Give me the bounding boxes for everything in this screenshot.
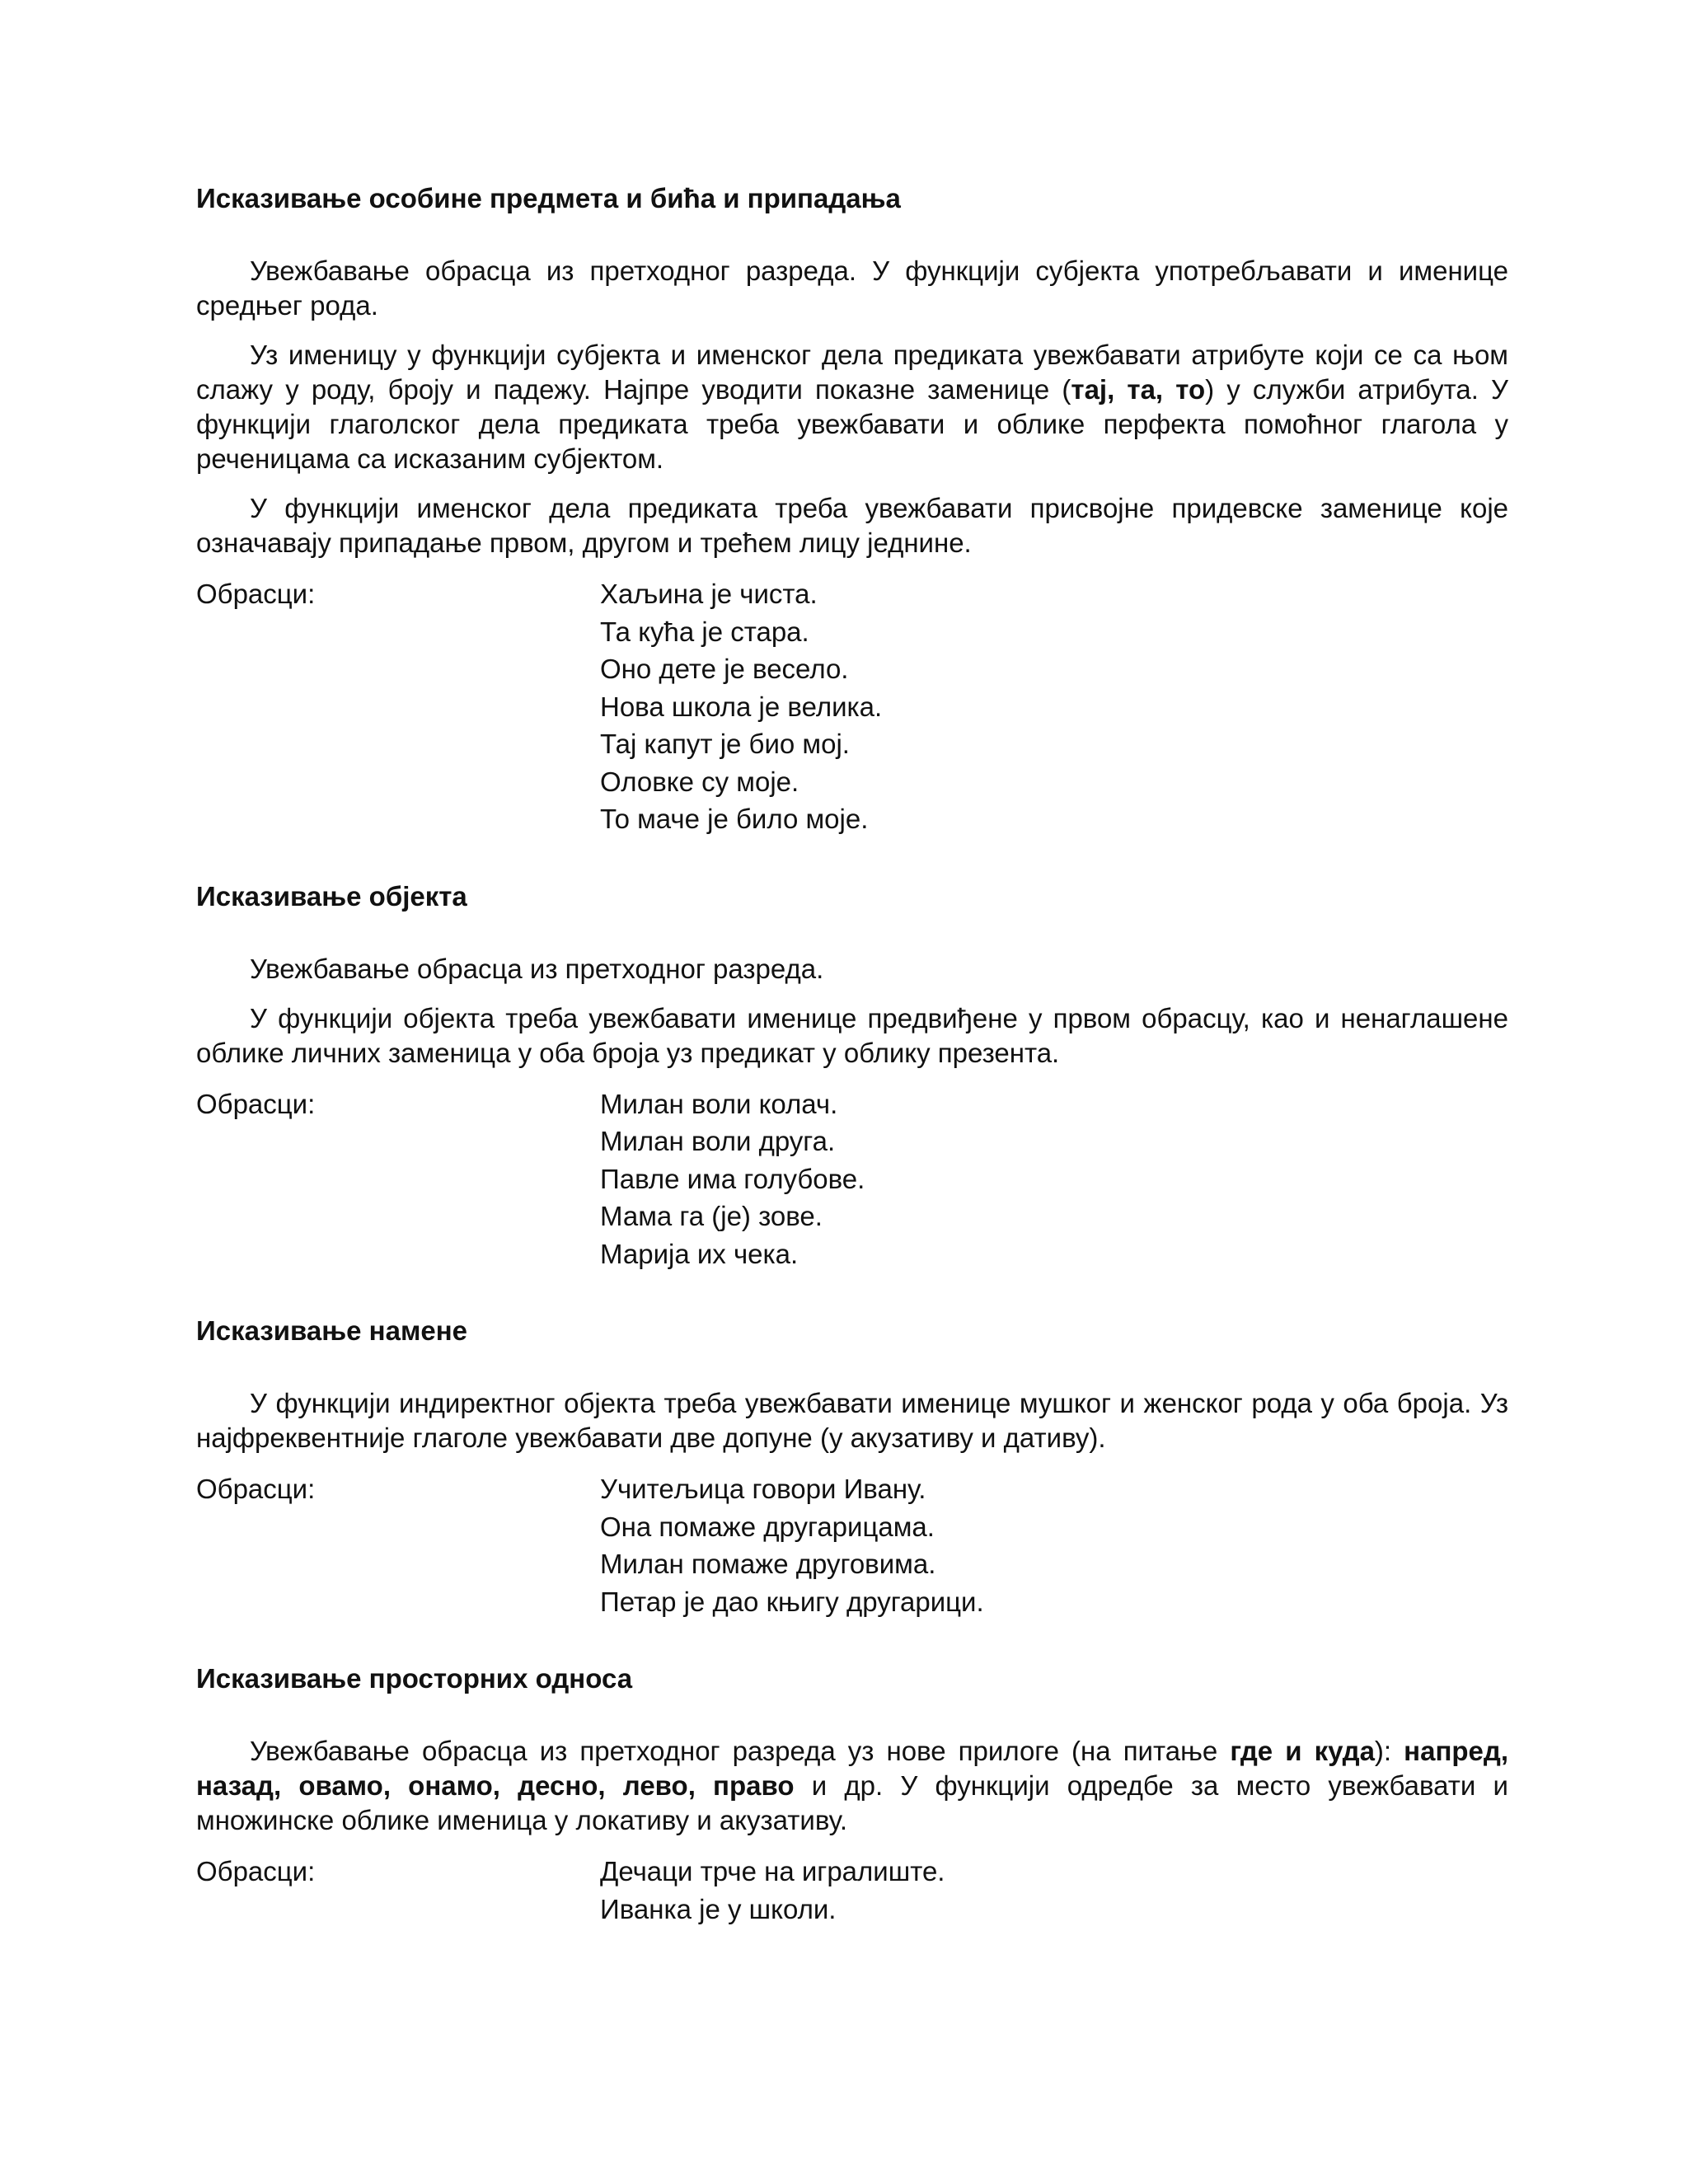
examples-label: Обрасци: (196, 1474, 316, 1504)
example-sentence: Мама га (је) зове. (600, 1201, 823, 1231)
body-paragraph (196, 1734, 1508, 1838)
body-paragraph (196, 952, 1508, 987)
section-heading: Исказивање намене (196, 1315, 468, 1346)
body-paragraph (196, 254, 1508, 323)
examples-list (600, 1470, 984, 1620)
example-sentence: Нова школа је велика. (600, 691, 883, 722)
text-run: ) у служби атрибута. У функцији глаголског дела предиката треба увежбавати и облике перфекта помоћног глагола у реченицама са исказаним субјектом. (196, 374, 1508, 474)
examples-label: Обрасци: (196, 1856, 316, 1886)
examples-label: Обрасци: (196, 1088, 316, 1119)
example-sentence: Дечаци трче на игралиште. (600, 1856, 945, 1886)
example-sentence: Та кућа је стара. (600, 616, 809, 647)
text-run: У функцији индиректног објекта треба увежбавати именице мушког и женског рода у оба броја. Уз најфреквентније глаголе увежбавати две допуне (у акузативу и дативу). (196, 1388, 1508, 1453)
examples-block (196, 1853, 1508, 1928)
text-run: Уз именицу у функцији субјекта и именског дела предиката увежбавати атрибуте који се са њом слажу у роду, броју и падежу. Најпре уводити показне заменице ( (196, 340, 1508, 405)
section-heading: Исказивање објекта (196, 880, 467, 912)
examples-list (600, 1085, 865, 1273)
example-sentence: Иванка је у школи. (600, 1893, 837, 1924)
examples-block (196, 575, 1508, 838)
document-section (196, 1661, 1508, 1928)
example-sentence: Милан помаже друговима. (600, 1549, 936, 1579)
example-sentence: Оно дете је весело. (600, 654, 849, 684)
examples-block (196, 1085, 1508, 1273)
example-sentence: Милан воли друга. (600, 1126, 836, 1156)
document-section (196, 879, 1508, 1273)
bold-text-run: напред, назад, овамо, онамо, десно, лево, право (196, 1736, 1508, 1801)
example-sentence: Павле има голубове. (600, 1163, 865, 1194)
text-run: и др. У функцији одредбе за место увежбавати и множинске облике именица у локативу и акузативу. (196, 1770, 1508, 1835)
example-sentence: Милан воли колач. (600, 1088, 838, 1119)
document-section (196, 1314, 1508, 1620)
example-sentence: Марија их чека. (600, 1238, 799, 1269)
text-run: У функцији објекта треба увежбавати именице предвиђене у првом обрасцу, као и ненаглашене облике личних заменица у оба броја уз предикат у облику презента. (196, 1002, 1508, 1068)
text-run: У функцији именског дела предиката треба увежбавати присвојне придевске заменице које означавају припадање првом, другом и трећем лицу једнине. (196, 493, 1508, 558)
example-sentence: Тај капут је био мој. (600, 729, 850, 759)
body-paragraph (196, 491, 1508, 560)
example-sentence: Петар је дао књигу другарици. (600, 1586, 984, 1617)
examples-label: Обрасци: (196, 579, 316, 609)
body-paragraph (196, 338, 1508, 476)
example-sentence: Учитељица говори Ивану. (600, 1474, 926, 1504)
text-run: ): (1374, 1736, 1404, 1766)
section-heading: Исказивање особине предмета и бића и припадања (196, 183, 901, 213)
bold-text-run: где и куда (1230, 1736, 1375, 1766)
examples-block (196, 1470, 1508, 1620)
example-sentence: Оловке су моје. (600, 766, 799, 797)
body-paragraph (196, 1386, 1508, 1455)
examples-list (600, 575, 882, 838)
bold-text-run: тај, та, то (1071, 374, 1206, 405)
document-page (196, 181, 1508, 1969)
examples-list (600, 1853, 945, 1928)
body-paragraph (196, 1001, 1508, 1071)
document-section (196, 181, 1508, 838)
example-sentence: Она помаже другарицама. (600, 1511, 935, 1542)
text-run: Увежбавање обрасца из претходног разреда уз нове прилоге (на питање (250, 1736, 1231, 1766)
text-run: Увежбавање обрасца из претходног разреда. У функцији субјекта употребљавати и именице средњег рода. (196, 255, 1508, 321)
text-run: Увежбавање обрасца из претходног разреда. (250, 953, 824, 984)
example-sentence: То маче је било моје. (600, 804, 869, 834)
example-sentence: Хаљина је чиста. (600, 579, 818, 609)
section-heading: Исказивање просторних односа (196, 1663, 633, 1694)
